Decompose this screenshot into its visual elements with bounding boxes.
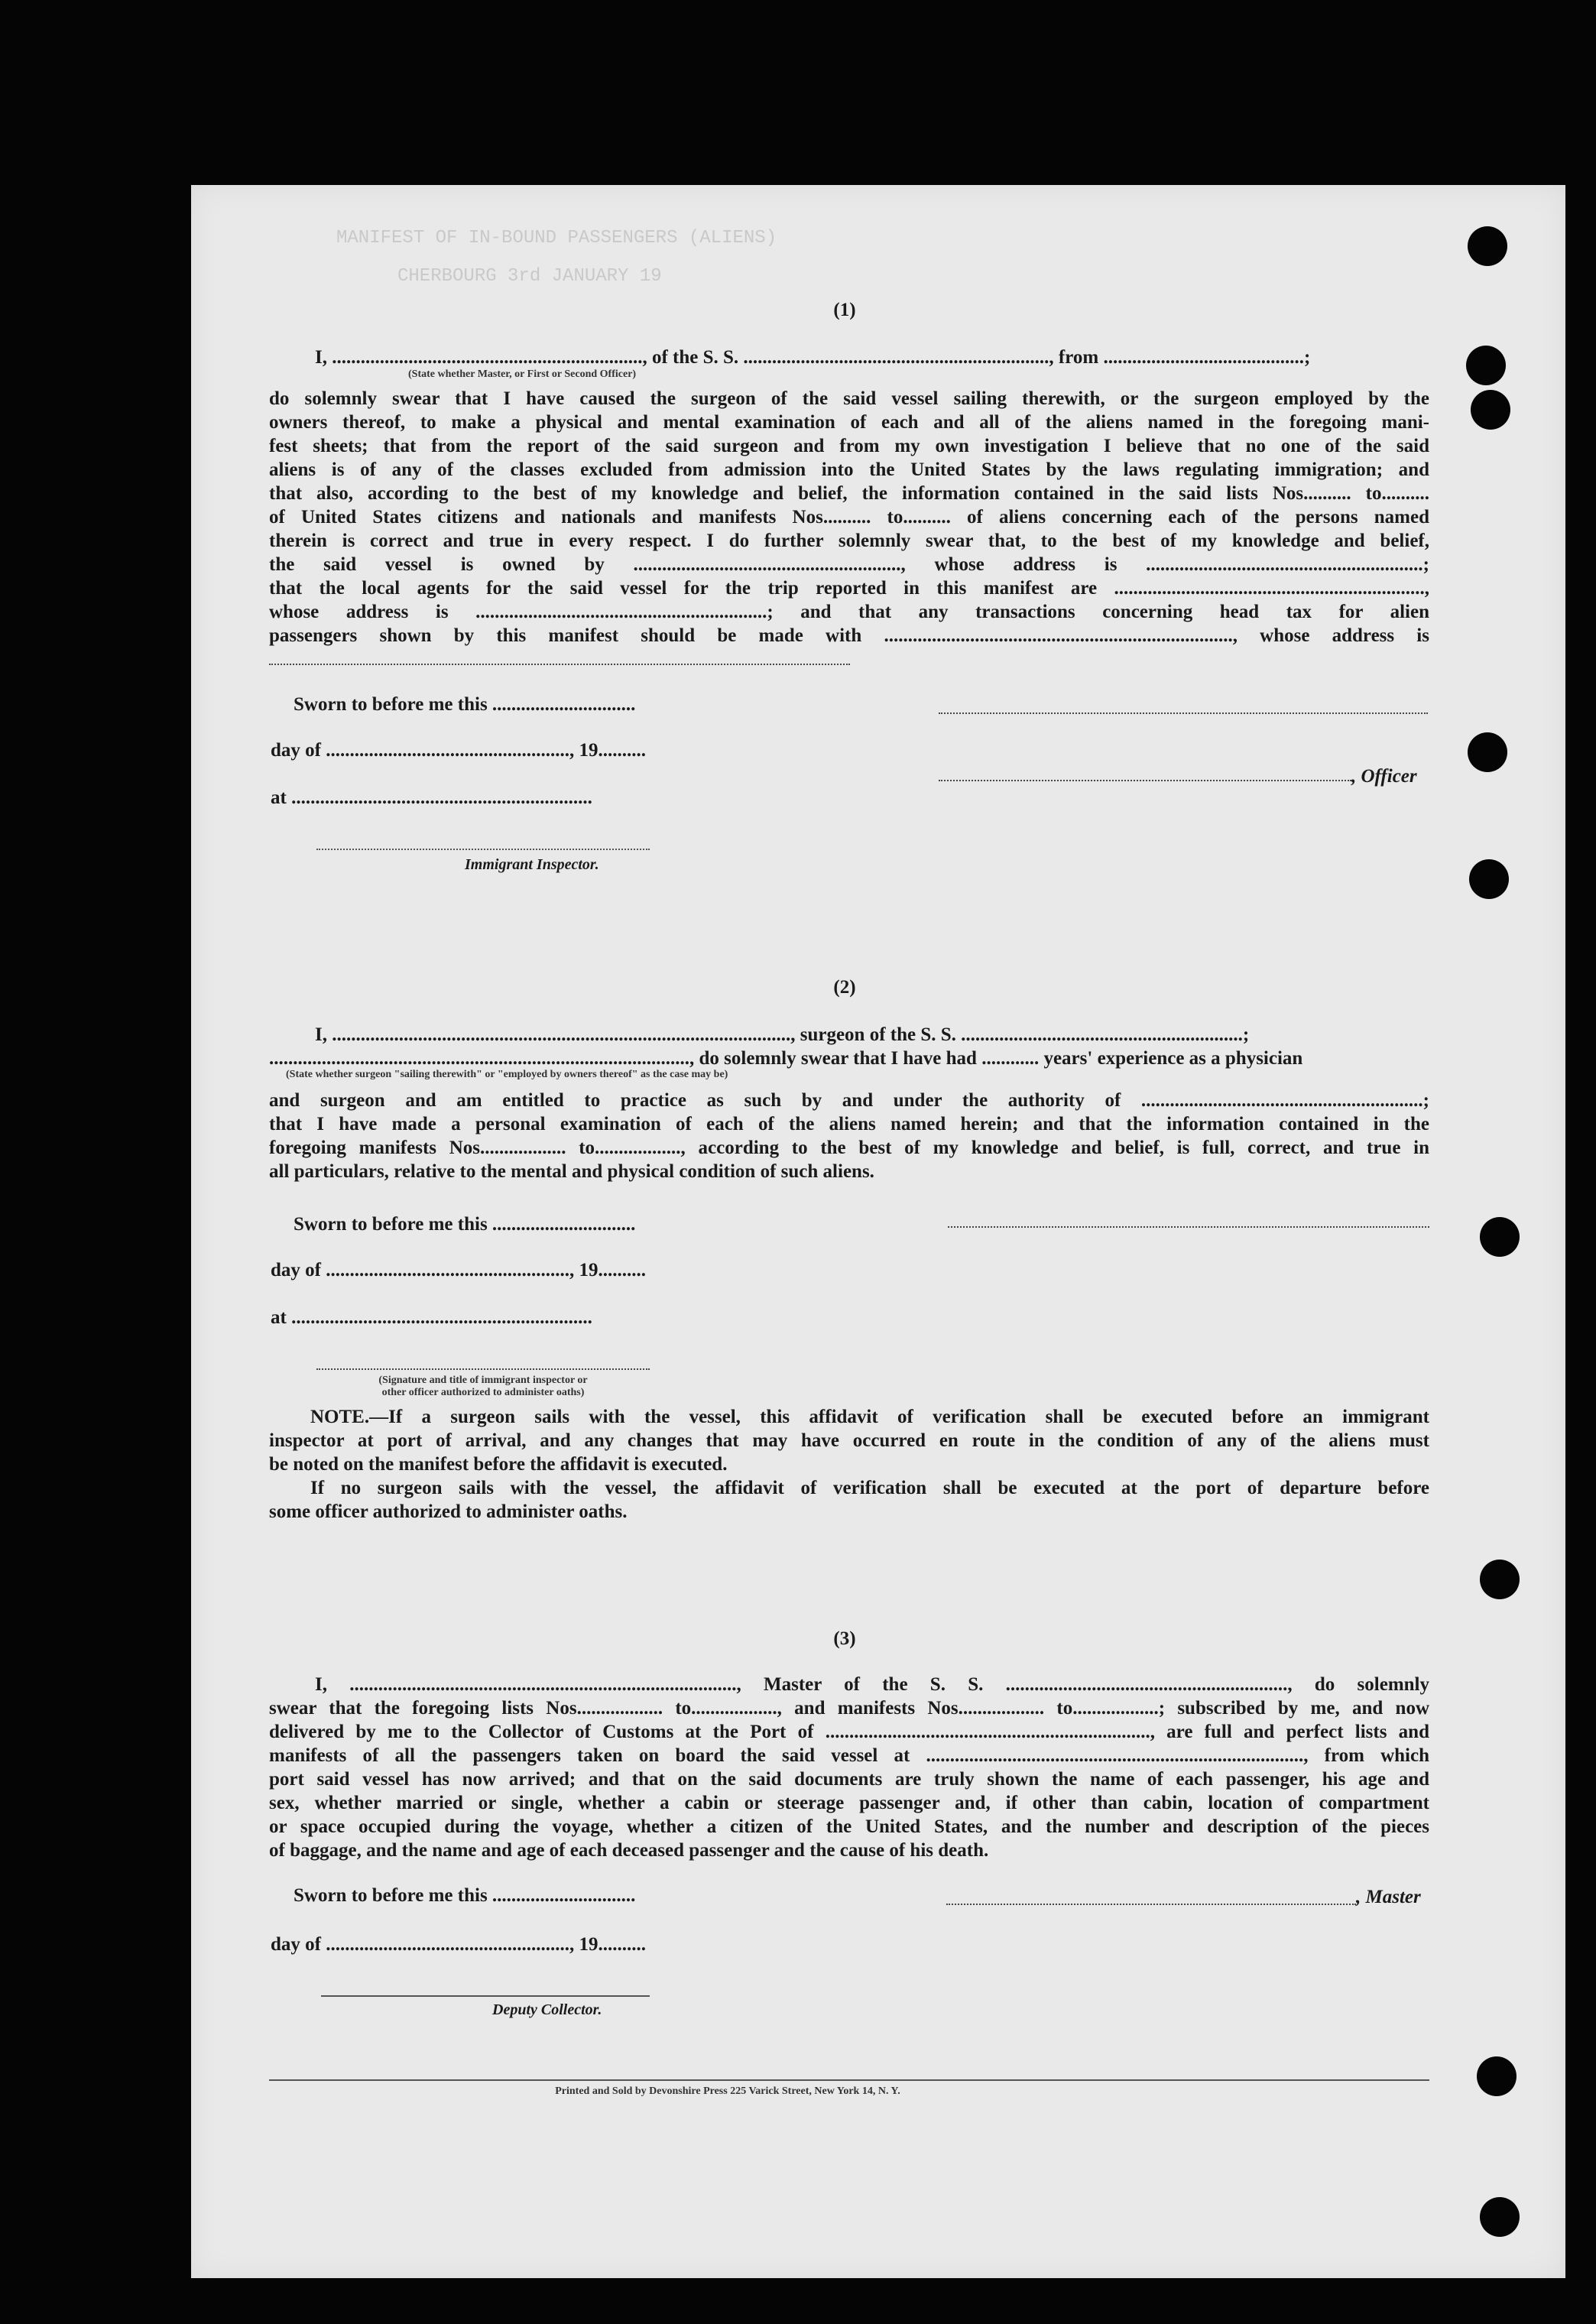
punch-hole — [1471, 390, 1510, 430]
section-1-body-line: whose address is .............................................................; and that any transactions concerning head tax for alien — [269, 602, 1429, 622]
section-3-body-line: or space occupied during the voyage, whether a citizen of the United States, and the number and description of the pieces — [269, 1816, 1429, 1837]
section-1-sworn-rule — [939, 712, 1428, 714]
section-1-caption: (State whether Master, or First or Second Officer) — [408, 368, 637, 380]
bleed-through-date: CHERBOURG 3rd JANUARY 19 — [397, 266, 662, 287]
section-1-at: at ............................................................... — [271, 787, 592, 808]
punch-hole — [1480, 1217, 1520, 1257]
section-2-number: (2) — [833, 977, 856, 998]
section-3-body — [269, 1673, 1429, 1862]
section-1-body-line: passengers shown by this manifest should be made with ........................................................................., whose address is — [269, 625, 1429, 646]
footer-rule — [269, 2079, 1429, 2081]
section-1-body-line: that the local agents for the said vessel for the trip reported in this manifest are ................................................................., — [269, 578, 1429, 599]
section-2-body-line: foregoing manifests Nos.................. to.................., according to the best of my knowledge and belief, is full, correct, and true in — [269, 1138, 1429, 1158]
section-1-inspector-rule — [316, 849, 650, 850]
note-line: NOTE.—If a surgeon sails with the vessel, this affidavit of verification shall be executed before an immigrant — [310, 1407, 1429, 1427]
section-2-body-line: all particulars, relative to the mental and physical condition of such aliens. — [269, 1161, 874, 1182]
punch-hole — [1480, 1560, 1520, 1599]
section-1-inspector-label: Immigrant Inspector. — [465, 856, 599, 873]
section-1-body-line: owners thereof, to make a physical and mental examination of each and all of the aliens named in the foregoing mani- — [269, 412, 1429, 433]
section-2-oath-lines — [269, 1023, 1429, 1070]
section-3-body-line: delivered by me to the Collector of Customs at the Port of ...................................................................., are full and perfect lists and — [269, 1722, 1429, 1742]
section-2-line-2: ........................................................................................, do solemnly swear that I have had ............ years' experience as a physician — [269, 1048, 1303, 1069]
section-2-sworn: Sworn to before me this .............................. — [294, 1214, 636, 1235]
section-1-number: (1) — [833, 300, 856, 320]
section-3-body-line: of baggage, and the name and age of each deceased passenger and the cause of his death. — [269, 1840, 989, 1861]
section-2-day: day of ..................................................., 19.......... — [271, 1260, 646, 1280]
bleed-through-heading: MANIFEST OF IN-BOUND PASSENGERS (ALIENS) — [336, 228, 777, 248]
section-2-signature-rule — [948, 1226, 1429, 1228]
section-2-body-line: that I have made a personal examination of each of the aliens named herein; and that the information contained in the — [269, 1114, 1429, 1134]
section-3-master-rule — [946, 1904, 1356, 1905]
punch-hole — [1468, 226, 1507, 266]
section-1-officer-rule — [939, 780, 1351, 781]
section-1-day: day of ..................................................., 19.......... — [271, 740, 646, 761]
section-2-signature-caption-2: other officer authorized to administer oaths) — [381, 1387, 585, 1398]
section-1-body-line: that also, according to the best of my knowledge and belief, the information contained in the said lists Nos.......... to.......... — [269, 483, 1429, 504]
note-line: be noted on the manifest before the affidavit is executed. — [269, 1454, 728, 1475]
section-1-body-line: do solemnly swear that I have caused the surgeon of the said vessel sailing therewith, or the surgeon employed by the — [269, 388, 1429, 409]
punch-hole — [1477, 2056, 1517, 2096]
note-line: If no surgeon sails with the vessel, the affidavit of verification shall be executed at the port of departure before — [310, 1478, 1429, 1498]
section-3-body-line: port said vessel has now arrived; and that on the said documents are truly shown the name of each passenger, his age and — [269, 1769, 1429, 1790]
section-2-line-i: I, ................................................................................................, surgeon of the S. S. ...........................................................; — [315, 1024, 1250, 1045]
section-3-day: day of ..................................................., 19.......... — [271, 1934, 646, 1955]
section-1-officer-label: , Officer — [1351, 766, 1417, 787]
punch-hole — [1480, 2197, 1520, 2237]
section-2-signature-caption-1: (Signature and title of immigrant inspector or — [378, 1375, 588, 1386]
section-1-sworn: Sworn to before me this .............................. — [294, 694, 636, 715]
punch-hole — [1468, 732, 1507, 772]
note-line: some officer authorized to administer oaths. — [269, 1501, 628, 1522]
section-1-oath-line — [269, 346, 1429, 369]
note-block — [269, 1405, 1429, 1524]
section-1-body — [269, 387, 1429, 648]
note-line: inspector at port of arrival, and any changes that may have occurred en route in the condition of any of the aliens must — [269, 1430, 1429, 1451]
section-1-line-i: I, ................................................................., of the S. S. ................................................................, from ..........................................; — [315, 347, 1311, 368]
section-3-body-line: swear that the foregoing lists Nos.................. to.................., and manifests Nos.................. to..................; subscribed by me, and now — [269, 1698, 1429, 1719]
section-3-body-line: manifests of all the passengers taken on board the said vessel at ..............................................................................., from which — [269, 1745, 1429, 1766]
section-2-caption: (State whether surgeon "sailing therewith" or "employed by owners thereof" as the case may be) — [286, 1069, 728, 1080]
printer-footer: Printed and Sold by Devonshire Press 225 Varick Street, New York 14, N. Y. — [555, 2085, 900, 2097]
section-3-number: (3) — [833, 1628, 856, 1649]
section-3-body-line: I, ................................................................................., Master of the S. S. ..........................................................., do solemnly — [315, 1674, 1429, 1695]
section-1-body-line: therein is correct and true in every respect. I do further solemnly swear that, to the best of my knowledge and belief, — [269, 531, 1429, 551]
section-3-master-label: , Master — [1356, 1887, 1421, 1907]
section-1-body-line: fest sheets; that from the report of the said surgeon and from my own investigation I believe that no one of the said — [269, 436, 1429, 456]
section-1-continuation-rule — [269, 664, 850, 665]
section-1-body-line: the said vessel is owned by ........................................................, whose address is ..........................................................; — [269, 554, 1429, 575]
section-2-at: at ............................................................... — [271, 1307, 592, 1328]
punch-hole — [1469, 859, 1509, 899]
section-3-collector-label: Deputy Collector. — [492, 2001, 602, 2018]
section-1-body-line: of United States citizens and nationals and manifests Nos.......... to.......... of aliens concerning each of the persons named — [269, 507, 1429, 527]
section-3-collector-rule — [321, 1995, 650, 1997]
section-2-body-line: and surgeon and am entitled to practice as such by and under the authority of ...........................................................; — [269, 1090, 1429, 1111]
section-2-inspector-rule — [316, 1368, 650, 1370]
section-1-body-line: aliens is of any of the classes excluded from admission into the United States by the laws regulating immigration; and — [269, 459, 1429, 480]
section-3-sworn: Sworn to before me this .............................. — [294, 1885, 636, 1906]
section-3-body-line: sex, whether married or single, whether a cabin or steerage passenger and, if other than cabin, location of compartment — [269, 1793, 1429, 1813]
section-2-body — [269, 1089, 1429, 1183]
punch-hole — [1466, 346, 1506, 385]
